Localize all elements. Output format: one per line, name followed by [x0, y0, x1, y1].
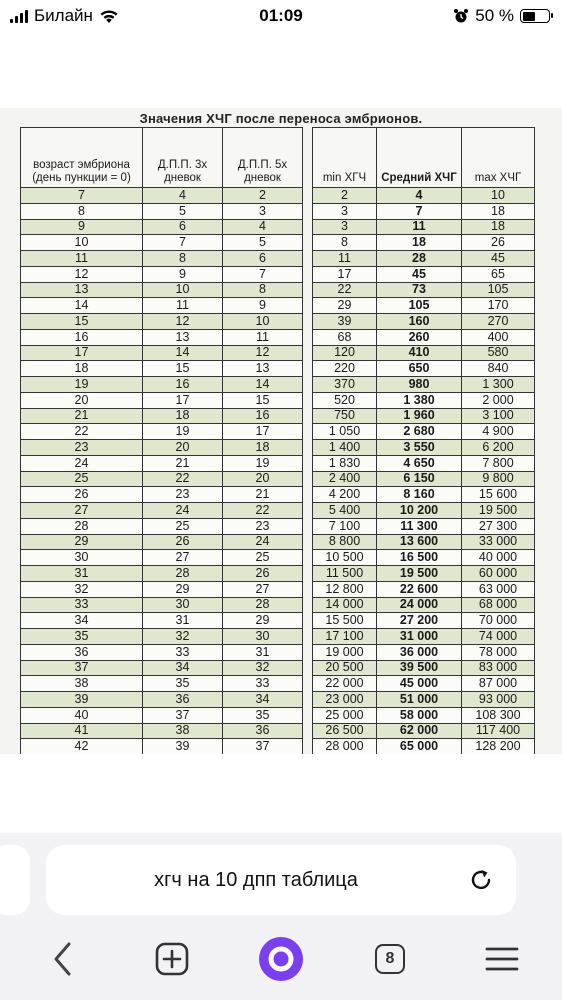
cell-dpp-5day: 30	[223, 629, 303, 645]
cell-dpp-5day: 33	[223, 676, 303, 692]
cell-dpp-3day: 10	[143, 282, 223, 298]
cell-dpp-3day: 13	[143, 329, 223, 345]
cell-embryo-age: 15	[21, 314, 143, 330]
cell-max-hcg: 2 000	[462, 392, 535, 408]
cell-embryo-age: 37	[21, 660, 143, 676]
cell-min-hcg: 17 100	[313, 629, 377, 645]
cell-dpp-5day: 8	[223, 282, 303, 298]
cell-dpp-5day: 10	[223, 314, 303, 330]
cell-dpp-5day: 13	[223, 361, 303, 377]
cell-min-hcg: 10 500	[313, 550, 377, 566]
cell-embryo-age: 38	[21, 676, 143, 692]
cell-max-hcg: 19 500	[462, 503, 535, 519]
cell-avg-hcg: 19 500	[377, 566, 462, 582]
table-row	[21, 566, 535, 582]
cell-dpp-5day: 26	[223, 566, 303, 582]
cell-avg-hcg: 11	[377, 219, 462, 235]
cell-max-hcg: 840	[462, 361, 535, 377]
table-row	[21, 235, 535, 251]
search-bar[interactable]	[46, 845, 516, 915]
cell-embryo-age: 25	[21, 471, 143, 487]
cell-min-hcg: 25 000	[313, 707, 377, 723]
cell-dpp-5day: 28	[223, 597, 303, 613]
cell-avg-hcg: 45	[377, 266, 462, 282]
cell-dpp-3day: 36	[143, 692, 223, 708]
cell-dpp-3day: 34	[143, 660, 223, 676]
cell-dpp-3day: 28	[143, 566, 223, 582]
cell-avg-hcg: 13 600	[377, 534, 462, 550]
table-row	[21, 188, 535, 204]
table-row	[21, 660, 535, 676]
cell-dpp-3day: 33	[143, 644, 223, 660]
cell-embryo-age: 27	[21, 503, 143, 519]
table-row	[21, 251, 535, 267]
cell-max-hcg: 170	[462, 298, 535, 314]
cell-max-hcg: 15 600	[462, 487, 535, 503]
cell-dpp-3day: 17	[143, 392, 223, 408]
cell-dpp-3day: 35	[143, 676, 223, 692]
cell-embryo-age: 13	[21, 282, 143, 298]
hcg-table	[20, 127, 535, 754]
cell-max-hcg: 128 200	[462, 739, 535, 754]
cell-embryo-age: 11	[21, 251, 143, 267]
cell-dpp-3day: 18	[143, 408, 223, 424]
hamburger-menu-icon	[484, 944, 520, 974]
table-row	[21, 692, 535, 708]
table-row	[21, 707, 535, 723]
table-row	[21, 629, 535, 645]
cell-min-hcg: 5 400	[313, 503, 377, 519]
cell-max-hcg: 117 400	[462, 723, 535, 739]
cell-min-hcg: 28 000	[313, 739, 377, 754]
cell-embryo-age: 34	[21, 613, 143, 629]
cell-dpp-5day: 11	[223, 329, 303, 345]
cell-min-hcg: 1 830	[313, 455, 377, 471]
cell-dpp-3day: 7	[143, 235, 223, 251]
cell-min-hcg: 14 000	[313, 597, 377, 613]
cell-dpp-3day: 22	[143, 471, 223, 487]
cell-dpp-5day: 21	[223, 487, 303, 503]
cell-avg-hcg: 7	[377, 203, 462, 219]
cell-dpp-5day: 29	[223, 613, 303, 629]
cell-avg-hcg: 11 300	[377, 518, 462, 534]
cell-avg-hcg: 4	[377, 188, 462, 204]
table-row	[21, 361, 535, 377]
cell-min-hcg: 15 500	[313, 613, 377, 629]
cell-embryo-age: 35	[21, 629, 143, 645]
cell-embryo-age: 16	[21, 329, 143, 345]
cell-avg-hcg: 105	[377, 298, 462, 314]
table-row	[21, 282, 535, 298]
header-max-hcg: max ХЧГ	[462, 128, 535, 188]
cell-dpp-5day: 25	[223, 550, 303, 566]
cell-max-hcg: 26	[462, 235, 535, 251]
cell-min-hcg: 1 400	[313, 440, 377, 456]
cell-dpp-3day: 39	[143, 739, 223, 754]
cell-dpp-5day: 9	[223, 298, 303, 314]
cell-avg-hcg: 410	[377, 345, 462, 361]
table-row	[21, 408, 535, 424]
cell-dpp-5day: 3	[223, 203, 303, 219]
cell-min-hcg: 3	[313, 203, 377, 219]
cell-dpp-3day: 14	[143, 345, 223, 361]
cell-embryo-age: 17	[21, 345, 143, 361]
cell-embryo-age: 33	[21, 597, 143, 613]
cell-avg-hcg: 24 000	[377, 597, 462, 613]
table-row	[21, 440, 535, 456]
cell-avg-hcg: 28	[377, 251, 462, 267]
reload-icon[interactable]	[468, 867, 494, 893]
header-avg-hcg: Средний ХЧГ	[377, 128, 462, 188]
cell-min-hcg: 68	[313, 329, 377, 345]
cell-min-hcg: 11 500	[313, 566, 377, 582]
cell-min-hcg: 220	[313, 361, 377, 377]
cell-embryo-age: 22	[21, 424, 143, 440]
cell-dpp-5day: 12	[223, 345, 303, 361]
cell-dpp-5day: 36	[223, 723, 303, 739]
table-row	[21, 613, 535, 629]
cell-avg-hcg: 980	[377, 377, 462, 393]
cell-dpp-5day: 34	[223, 692, 303, 708]
cell-avg-hcg: 6 150	[377, 471, 462, 487]
cell-min-hcg: 26 500	[313, 723, 377, 739]
cell-min-hcg: 1 050	[313, 424, 377, 440]
table-row	[21, 581, 535, 597]
cell-dpp-3day: 4	[143, 188, 223, 204]
cell-embryo-age: 7	[21, 188, 143, 204]
table-row	[21, 676, 535, 692]
cell-embryo-age: 21	[21, 408, 143, 424]
cell-avg-hcg: 58 000	[377, 707, 462, 723]
header-dpp-5day: Д.П.П. 5х дневок	[223, 128, 303, 188]
cell-dpp-5day: 23	[223, 518, 303, 534]
cell-dpp-3day: 19	[143, 424, 223, 440]
cell-min-hcg: 29	[313, 298, 377, 314]
table-row	[21, 424, 535, 440]
cell-dpp-3day: 8	[143, 251, 223, 267]
cell-embryo-age: 10	[21, 235, 143, 251]
status-bar	[0, 0, 562, 32]
cell-dpp-5day: 18	[223, 440, 303, 456]
cell-dpp-5day: 20	[223, 471, 303, 487]
cell-max-hcg: 93 000	[462, 692, 535, 708]
battery-icon	[520, 9, 550, 23]
cell-dpp-5day: 15	[223, 392, 303, 408]
table-row	[21, 377, 535, 393]
table-row	[21, 345, 535, 361]
cell-min-hcg: 370	[313, 377, 377, 393]
cell-min-hcg: 22 000	[313, 676, 377, 692]
cell-avg-hcg: 18	[377, 235, 462, 251]
cell-dpp-3day: 24	[143, 503, 223, 519]
cell-avg-hcg: 1 380	[377, 392, 462, 408]
cell-max-hcg: 70 000	[462, 613, 535, 629]
cell-max-hcg: 74 000	[462, 629, 535, 645]
cell-avg-hcg: 16 500	[377, 550, 462, 566]
cell-avg-hcg: 260	[377, 329, 462, 345]
cell-max-hcg: 108 300	[462, 707, 535, 723]
cell-dpp-3day: 23	[143, 487, 223, 503]
alarm-icon	[453, 8, 469, 24]
cell-avg-hcg: 73	[377, 282, 462, 298]
cell-dpp-3day: 6	[143, 219, 223, 235]
cell-avg-hcg: 10 200	[377, 503, 462, 519]
cell-dpp-5day: 24	[223, 534, 303, 550]
menu-button[interactable]	[480, 936, 524, 982]
cell-embryo-age: 26	[21, 487, 143, 503]
cell-avg-hcg: 1 960	[377, 408, 462, 424]
cell-dpp-5day: 17	[223, 424, 303, 440]
cell-max-hcg: 18	[462, 203, 535, 219]
cell-max-hcg: 105	[462, 282, 535, 298]
cell-max-hcg: 9 800	[462, 471, 535, 487]
table-row	[21, 329, 535, 345]
table-row	[21, 597, 535, 613]
cell-embryo-age: 8	[21, 203, 143, 219]
alice-assistant-icon	[258, 936, 304, 982]
battery-percent: 50 %	[475, 6, 514, 25]
cell-dpp-5day: 35	[223, 707, 303, 723]
table-row	[21, 314, 535, 330]
cell-avg-hcg: 4 650	[377, 455, 462, 471]
cell-max-hcg: 40 000	[462, 550, 535, 566]
cell-max-hcg: 65	[462, 266, 535, 282]
cell-max-hcg: 87 000	[462, 676, 535, 692]
cell-embryo-age: 36	[21, 644, 143, 660]
new-tab-button[interactable]	[150, 936, 194, 982]
cell-dpp-5day: 7	[223, 266, 303, 282]
cell-dpp-3day: 21	[143, 455, 223, 471]
cell-dpp-3day: 29	[143, 581, 223, 597]
cell-dpp-3day: 20	[143, 440, 223, 456]
cell-min-hcg: 520	[313, 392, 377, 408]
cell-avg-hcg: 27 200	[377, 613, 462, 629]
cell-min-hcg: 17	[313, 266, 377, 282]
table-row	[21, 739, 535, 754]
chevron-left-icon	[51, 941, 73, 977]
cell-embryo-age: 23	[21, 440, 143, 456]
cell-min-hcg: 4 200	[313, 487, 377, 503]
cell-avg-hcg: 8 160	[377, 487, 462, 503]
cell-min-hcg: 2 400	[313, 471, 377, 487]
cell-embryo-age: 41	[21, 723, 143, 739]
cell-dpp-5day: 2	[223, 188, 303, 204]
table-row	[21, 534, 535, 550]
cell-dpp-5day: 16	[223, 408, 303, 424]
cell-dpp-3day: 31	[143, 613, 223, 629]
cell-embryo-age: 30	[21, 550, 143, 566]
cell-dpp-5day: 32	[223, 660, 303, 676]
cell-max-hcg: 27 300	[462, 518, 535, 534]
cell-min-hcg: 120	[313, 345, 377, 361]
hcg-table-body	[21, 188, 535, 755]
cell-max-hcg: 7 800	[462, 455, 535, 471]
cell-dpp-3day: 26	[143, 534, 223, 550]
cell-avg-hcg: 3 550	[377, 440, 462, 456]
cell-min-hcg: 22	[313, 282, 377, 298]
cell-avg-hcg: 36 000	[377, 644, 462, 660]
tabs-button[interactable]	[368, 936, 412, 982]
table-row	[21, 471, 535, 487]
cell-dpp-5day: 14	[223, 377, 303, 393]
header-dpp-3day: Д.П.П. 3х дневок	[143, 128, 223, 188]
cell-dpp-3day: 25	[143, 518, 223, 534]
alice-button[interactable]	[256, 936, 306, 982]
table-row	[21, 723, 535, 739]
cell-dpp-5day: 4	[223, 219, 303, 235]
bottom-navigation	[0, 936, 562, 986]
cell-embryo-age: 9	[21, 219, 143, 235]
cell-avg-hcg: 160	[377, 314, 462, 330]
cell-dpp-3day: 38	[143, 723, 223, 739]
table-row	[21, 203, 535, 219]
cell-max-hcg: 270	[462, 314, 535, 330]
table-row	[21, 518, 535, 534]
cell-max-hcg: 1 300	[462, 377, 535, 393]
cell-dpp-3day: 27	[143, 550, 223, 566]
cell-min-hcg: 11	[313, 251, 377, 267]
header-min-hcg: min ХГЧ	[313, 128, 377, 188]
cell-embryo-age: 12	[21, 266, 143, 282]
cell-max-hcg: 580	[462, 345, 535, 361]
table-row	[21, 550, 535, 566]
cell-min-hcg: 39	[313, 314, 377, 330]
cell-avg-hcg: 2 680	[377, 424, 462, 440]
cell-min-hcg: 12 800	[313, 581, 377, 597]
cell-avg-hcg: 22 600	[377, 581, 462, 597]
cell-embryo-age: 28	[21, 518, 143, 534]
cell-dpp-5day: 27	[223, 581, 303, 597]
table-row	[21, 298, 535, 314]
cell-max-hcg: 4 900	[462, 424, 535, 440]
cell-max-hcg: 18	[462, 219, 535, 235]
cell-dpp-3day: 16	[143, 377, 223, 393]
cell-dpp-5day: 22	[223, 503, 303, 519]
image-title: Значения ХЧГ после переноса эмбрионов.	[139, 111, 423, 126]
cell-avg-hcg: 65 000	[377, 739, 462, 754]
cell-dpp-5day: 19	[223, 455, 303, 471]
cell-max-hcg: 45	[462, 251, 535, 267]
cell-max-hcg: 83 000	[462, 660, 535, 676]
cell-dpp-3day: 5	[143, 203, 223, 219]
cell-avg-hcg: 62 000	[377, 723, 462, 739]
cell-embryo-age: 14	[21, 298, 143, 314]
cell-max-hcg: 3 100	[462, 408, 535, 424]
cell-min-hcg: 19 000	[313, 644, 377, 660]
cell-max-hcg: 68 000	[462, 597, 535, 613]
header-embryo-age: возраст эмбриона (день пункции = 0)	[21, 128, 143, 188]
cell-max-hcg: 33 000	[462, 534, 535, 550]
cell-embryo-age: 42	[21, 739, 143, 754]
cell-embryo-age: 31	[21, 566, 143, 582]
cell-min-hcg: 2	[313, 188, 377, 204]
cell-embryo-age: 29	[21, 534, 143, 550]
table-row	[21, 219, 535, 235]
cell-embryo-age: 18	[21, 361, 143, 377]
bottom-panel	[0, 833, 562, 1000]
cell-avg-hcg: 51 000	[377, 692, 462, 708]
cell-avg-hcg: 45 000	[377, 676, 462, 692]
cell-min-hcg: 8	[313, 235, 377, 251]
cell-min-hcg: 750	[313, 408, 377, 424]
cell-embryo-age: 40	[21, 707, 143, 723]
cell-dpp-5day: 6	[223, 251, 303, 267]
cell-max-hcg: 60 000	[462, 566, 535, 582]
cell-dpp-3day: 11	[143, 298, 223, 314]
carrier-name: Билайн	[34, 6, 93, 25]
cell-min-hcg: 3	[313, 219, 377, 235]
table-row	[21, 455, 535, 471]
table-row	[21, 392, 535, 408]
cell-dpp-5day: 5	[223, 235, 303, 251]
status-right	[453, 6, 550, 26]
result-image[interactable]	[0, 108, 562, 754]
cell-min-hcg: 23 000	[313, 692, 377, 708]
cell-max-hcg: 78 000	[462, 644, 535, 660]
cell-embryo-age: 24	[21, 455, 143, 471]
cell-dpp-5day: 31	[223, 644, 303, 660]
cell-dpp-5day: 37	[223, 739, 303, 754]
plus-square-icon	[154, 941, 190, 977]
cell-embryo-age: 32	[21, 581, 143, 597]
tab-count: 8	[375, 944, 405, 974]
cell-min-hcg: 7 100	[313, 518, 377, 534]
table-row	[21, 503, 535, 519]
cell-max-hcg: 10	[462, 188, 535, 204]
cell-dpp-3day: 9	[143, 266, 223, 282]
previous-card[interactable]	[0, 845, 30, 915]
cell-max-hcg: 63 000	[462, 581, 535, 597]
table-row	[21, 266, 535, 282]
cell-embryo-age: 19	[21, 377, 143, 393]
cell-dpp-3day: 37	[143, 707, 223, 723]
cell-dpp-3day: 32	[143, 629, 223, 645]
table-row	[21, 487, 535, 503]
clock: 01:09	[259, 6, 303, 25]
cell-embryo-age: 39	[21, 692, 143, 708]
back-button[interactable]	[40, 936, 84, 982]
table-row	[21, 644, 535, 660]
cell-min-hcg: 8 800	[313, 534, 377, 550]
cell-dpp-3day: 15	[143, 361, 223, 377]
search-query: хгч на 10 дпп таблица	[154, 868, 358, 891]
cell-min-hcg: 20 500	[313, 660, 377, 676]
cell-embryo-age: 20	[21, 392, 143, 408]
cell-dpp-3day: 30	[143, 597, 223, 613]
cell-avg-hcg: 31 000	[377, 629, 462, 645]
cell-dpp-3day: 12	[143, 314, 223, 330]
cell-max-hcg: 6 200	[462, 440, 535, 456]
cell-max-hcg: 400	[462, 329, 535, 345]
cell-avg-hcg: 650	[377, 361, 462, 377]
cell-avg-hcg: 39 500	[377, 660, 462, 676]
